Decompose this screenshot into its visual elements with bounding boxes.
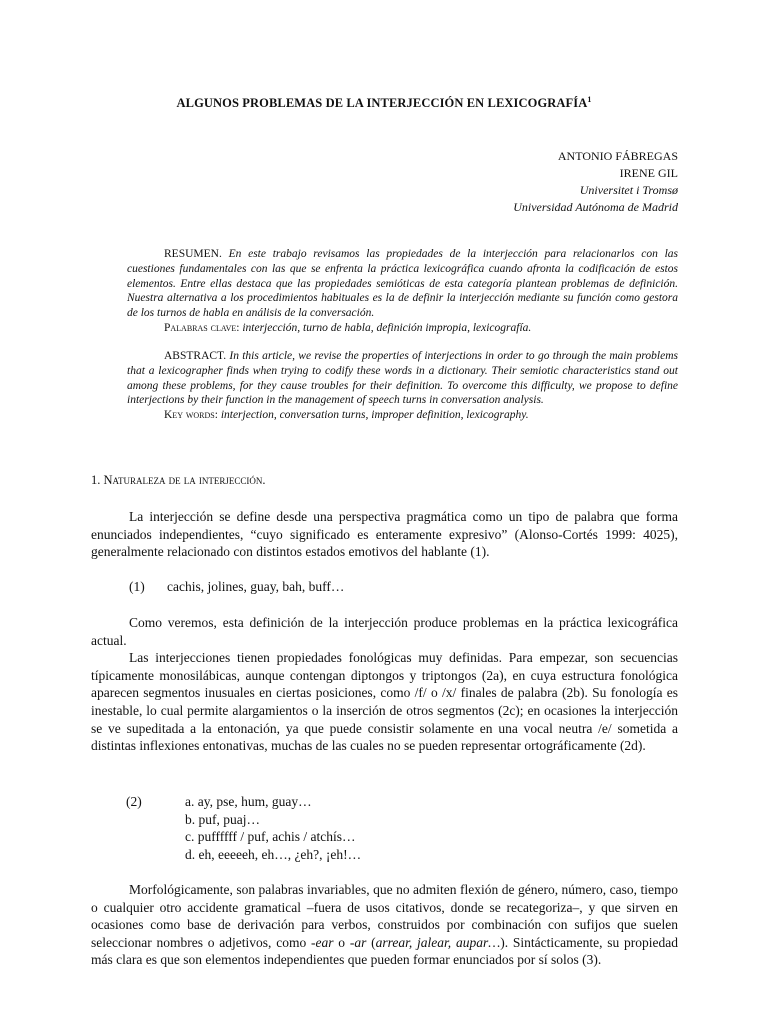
example-item: d. eh, eeeeeh, eh…, ¿eh?, ¡eh!…: [185, 846, 362, 862]
author-block: [513, 148, 678, 216]
resumen-text: En este trabajo revisamos las propiedades de la interjección para relacionarlos con las cuestiones fundamentales con las que se enfrenta la práctica lexicográfica cuando afronta la codificación de estos elementos. Entre ellas destaca que las propiedades semióticas de esta categoría plantean problemas de definición. Nuestra alternativa a los procedimientos habituales es la de definir la interjección mediante su función como gestora de los turnos de habla en análisis de la conversación.: [127, 248, 679, 320]
abstract-keywords: [127, 408, 678, 423]
abstract-keywords-label: Key words:: [164, 409, 218, 422]
paragraph-text: La interjección se define desde una perspectiva pragmática como un tipo de palabra que forma enunciados independientes, “cuyo significado es enteramente expresivo” (Alonso-Cortés 1999: 4025), generalmente relacionado con distintos estados emotivos del hablante (1).: [91, 509, 678, 560]
example-number: (2): [126, 794, 142, 809]
author-name: ANTONIO FÁBREGAS: [557, 149, 678, 163]
body-paragraph: [91, 508, 678, 561]
text-run: Morfológicamente, son palabras invariables, que no admiten flexión de género, número, caso, tiempo o cualquier otro accidente gramatical –fuera de usos citativos, donde se recategoriza–, y que sirven en ocasiones como base de derivación para verbos, construidos por combinación con sufijos que suelen seleccionar nombres o adjetivos, como: [91, 882, 678, 950]
example-item: a. ay, pse, hum, guay…: [185, 794, 312, 809]
derived-verb-examples: arrear, jalear, aupar…: [375, 934, 501, 950]
section-heading: [91, 473, 266, 488]
abstract-block: [127, 349, 678, 423]
suffix-ear: -ear: [311, 934, 334, 950]
paragraph-text: [91, 881, 678, 969]
paper-title: [0, 95, 768, 111]
body-paragraph: [91, 881, 678, 969]
example-number: (1): [129, 579, 145, 594]
text-run: (: [366, 934, 376, 950]
example-text: cachis, jolines, guay, bah, buff…: [167, 579, 345, 594]
text-run: ). Sintácticamente, su propiedad más clara es que son elementos independientes que pueden formar enunciados por sí solos (3).: [91, 934, 679, 968]
example-2: [91, 793, 678, 863]
resumen-keywords-label: Palabras clave:: [164, 321, 240, 334]
title-text: ALGUNOS PROBLEMAS DE LA INTERJECCIÓN EN LEXICOGRAFÍA: [176, 96, 588, 111]
resumen-block: [127, 247, 678, 336]
resumen-paragraph: [127, 247, 678, 321]
suffix-ar: -ar: [349, 934, 367, 950]
title-footnote-marker: 1: [587, 95, 592, 104]
example-block: [91, 793, 678, 863]
resumen-keywords: [127, 321, 678, 336]
paragraph-text: Como veremos, esta definición de la interjección produce problemas en la práctica lexicográfica actual.: [91, 615, 678, 648]
abstract-label: ABSTRACT.: [164, 350, 227, 362]
resumen-keywords-text: interjección, turno de habla, definición impropia, lexicografía.: [242, 321, 532, 334]
author-affiliation: Universidad Autónoma de Madrid: [513, 200, 678, 214]
example-item: c. puffffff / puf, achis / atchís…: [185, 829, 356, 845]
author-affiliation: Universitet i Tromsø: [579, 183, 678, 197]
body-paragraphs: [91, 614, 678, 755]
paragraph-text: Las interjecciones tienen propiedades fonológicas muy definidas. Para empezar, son secuencias típicamente monosilábicas, aunque contengan diptongos y triptongos (2a), en cuya estructura fonológica aparecen segmentos inusuales en ciertas posiciones, como /f/ o /x/ finales de palabra (2b). Su fonología es inestable, lo cual permite alargamientos o la inserción de otros segmentos (2c); en ocasiones la interjección se ve supeditada a la entonación, ya que puede consistir solamente en una vocal neutra /e/ sometida a distintas inflexiones entonativas, muchas de las cuales no se pueden representar ortográficamente (2d).: [91, 650, 678, 754]
abstract-keywords-text: interjection, conversation turns, improper definition, lexicography.: [220, 409, 529, 422]
example-items: [185, 793, 361, 863]
section-number: 1.: [91, 473, 101, 487]
abstract-paragraph: [127, 349, 678, 408]
author-name: IRENE GIL: [619, 166, 678, 180]
example-1: [91, 578, 678, 596]
text-run: o: [333, 934, 350, 950]
section-title: Naturaleza de la interjección.: [103, 473, 266, 487]
example-item: b. puf, puaj…: [185, 811, 260, 827]
example-line: [91, 578, 678, 596]
abstract-text: In this article, we revise the properties of interjections in order to go through the main problems that a lexicographer finds when trying to codify these words in a dictionary. Their semiotic characteristics stand out among these problems, for they cause troubles for their definition. To overcome this difficulty, we propose to define interjections by their function in the management of speech turns in conversation analysis.: [127, 350, 678, 407]
resumen-label: RESUMEN.: [164, 248, 222, 260]
